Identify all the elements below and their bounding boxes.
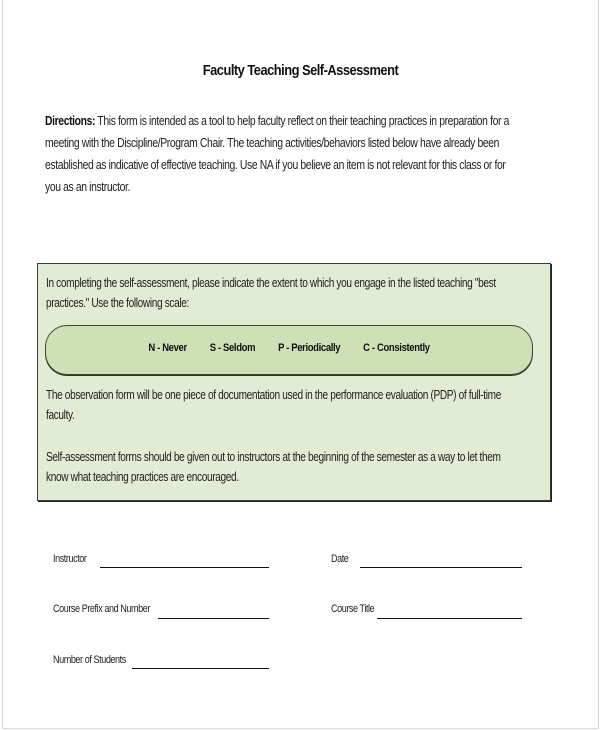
- directions-line-1: Directions: This form is intended as a tool to help faculty reflect on their teaching practices in preparation for a: [45, 114, 509, 128]
- observation-note: The observation form will be one piece of documentation used in the performance evaluation (PDP) of full-time faculty.: [46, 388, 501, 422]
- instructions-box: [37, 263, 551, 501]
- directions-label: Directions:: [45, 114, 96, 128]
- scale-consistently: C - Consistently: [363, 342, 430, 354]
- distribution-note: Self-assessment forms should be given out to instructors at the beginning of the semester as a way to let them know what teaching practices are encouraged.: [46, 450, 501, 484]
- directions-line-4: you as an instructor.: [45, 180, 131, 194]
- scale-seldom: S - Seldom: [209, 342, 256, 354]
- document-title: Faculty Teaching Self-Assessment: [202, 62, 399, 79]
- course-title-input-line[interactable]: [377, 618, 522, 619]
- course-prefix-label: Course Prefix and Number: [53, 603, 150, 615]
- course-title-label: Course Title: [331, 603, 375, 615]
- directions-line-2: meeting with the Discipline/Program Chair. The teaching activities/behaviors listed below have already been: [45, 136, 500, 150]
- directions-paragraph: [45, 110, 543, 198]
- date-input-line[interactable]: [360, 567, 522, 568]
- num-students-input-line[interactable]: [132, 668, 269, 669]
- scale-intro: In completing the self-assessment, please indicate the extent to which you engage in the listed teaching "best practices." Use the following scale:: [46, 276, 496, 310]
- date-label: Date: [331, 553, 349, 565]
- rating-scale-legend: [45, 325, 533, 375]
- instructor-input-line[interactable]: [100, 567, 269, 568]
- course-prefix-input-line[interactable]: [158, 618, 269, 619]
- scale-periodically: P - Periodically: [278, 342, 341, 354]
- scale-never: N - Never: [148, 342, 187, 354]
- instructor-label: Instructor: [53, 553, 87, 565]
- directions-line-3: established as indicative of effective teaching. Use NA if you believe an item is not relevant for this class or for: [45, 158, 506, 172]
- document-page: [2, 0, 599, 729]
- num-students-label: Number of Students: [53, 654, 126, 666]
